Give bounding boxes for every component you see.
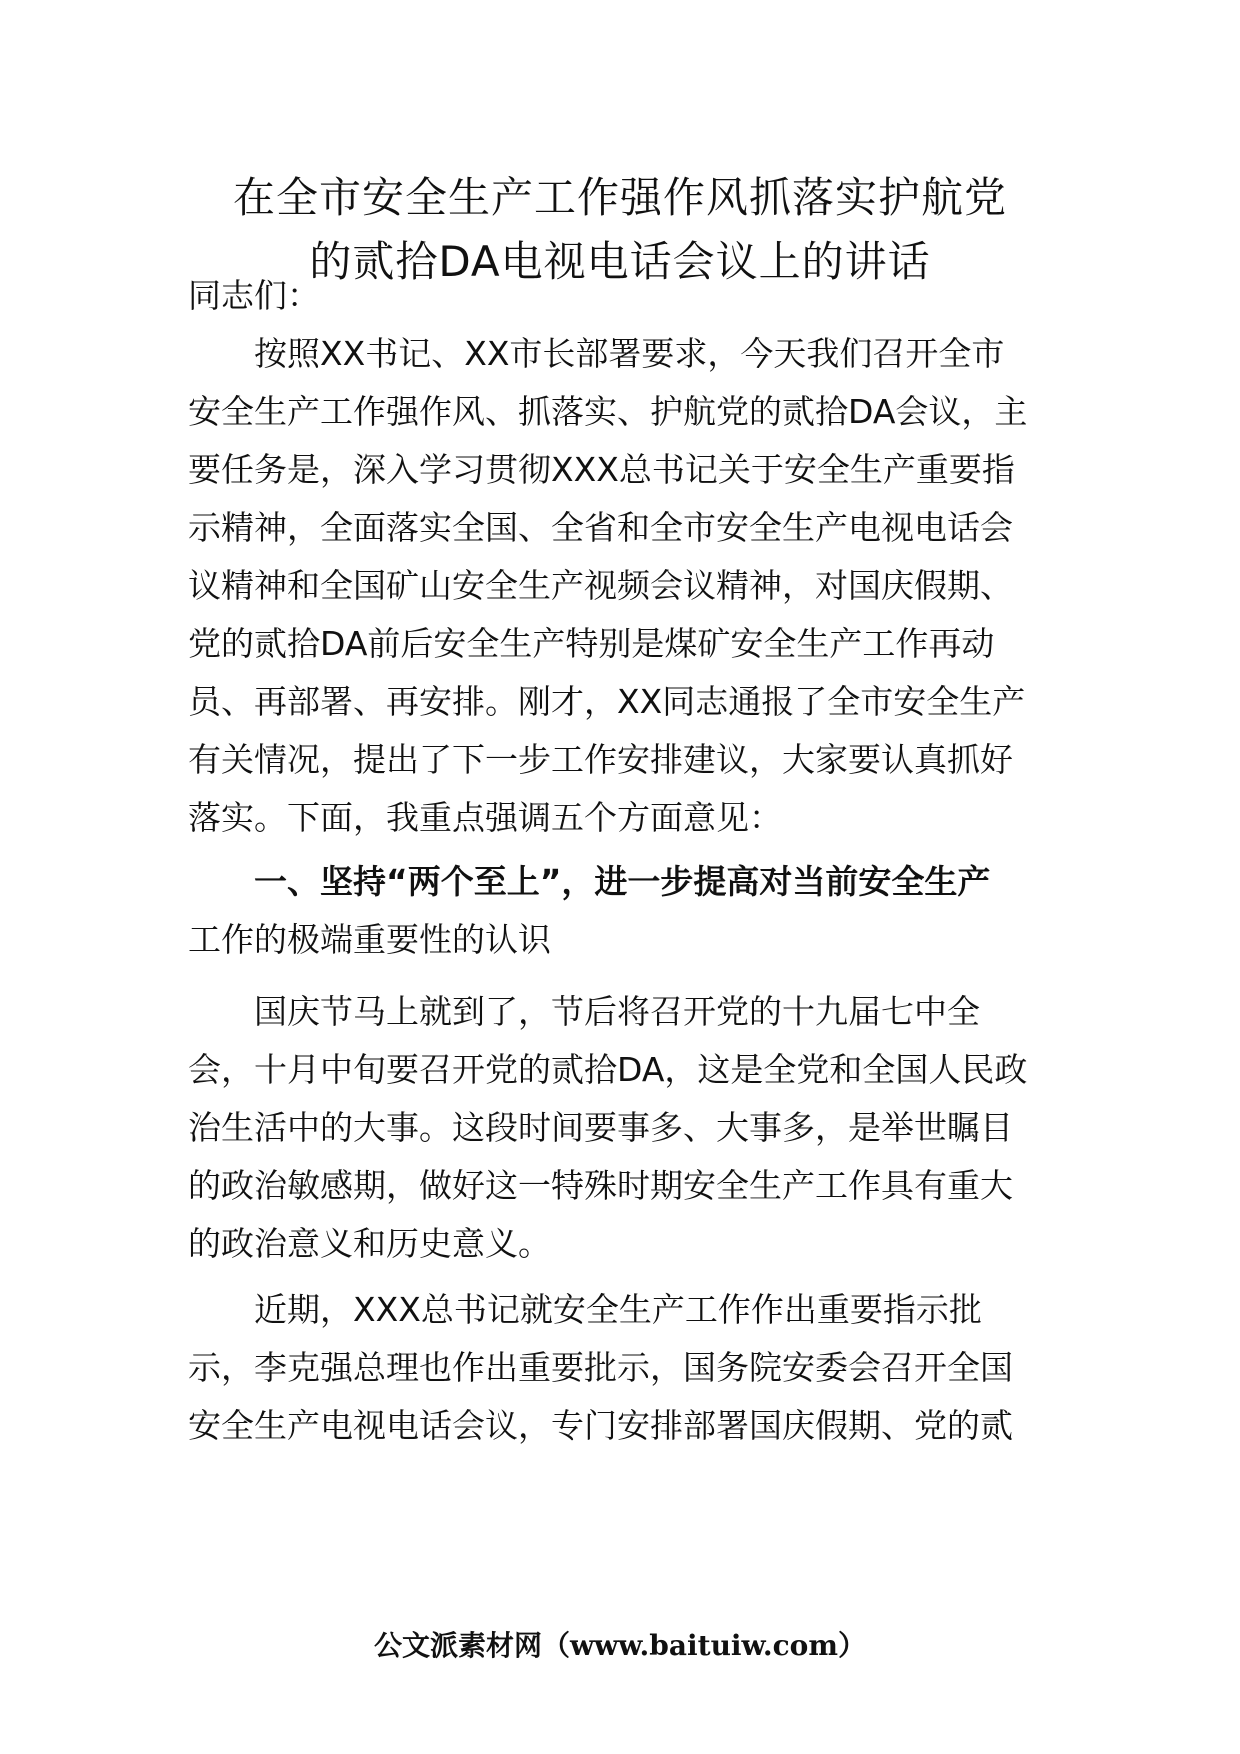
- body-line: 示精神，全面落实全国、全省和全市安全生产电视电话会: [188, 508, 1013, 547]
- section-heading-line-2: 工作的极端重要性的认识: [188, 920, 551, 959]
- body-line: 会，十月中旬要召开党的贰拾DA，这是全党和全国人民政: [188, 1050, 1028, 1089]
- body-line: 员、再部署、再安排。刚才，XX同志通报了全市安全生产: [188, 682, 1026, 721]
- body-line: 落实。下面，我重点强调五个方面意见：: [188, 798, 782, 837]
- footer-watermark: 公文派素材网（www.baituiw.com）: [374, 1629, 866, 1662]
- body-line: 议精神和全国矿山安全生产视频会议精神，对国庆假期、: [188, 566, 1013, 605]
- body-line: 的政治敏感期，做好这一特殊时期安全生产工作具有重大: [188, 1166, 1013, 1205]
- section-heading-line-1: 一、坚持“两个至上”，进一步提高对当前安全生产: [254, 862, 991, 901]
- body-line: 按照XX书记、XX市长部署要求，今天我们召开全市: [254, 334, 1005, 373]
- body-line: 要任务是，深入学习贯彻XXX总书记关于安全生产重要指: [188, 450, 1015, 489]
- body-line: 国庆节马上就到了，节后将召开党的十九届七中全: [254, 992, 980, 1031]
- body-line: 有关情况，提出了下一步工作安排建议，大家要认真抓好: [188, 740, 1013, 779]
- body-line: 近期，XXX总书记就安全生产工作作出重要指示批: [254, 1290, 982, 1329]
- body-line: 的政治意义和历史意义。: [188, 1224, 551, 1263]
- body-line: 示，李克强总理也作出重要批示，国务院安委会召开全国: [188, 1348, 1013, 1387]
- body-line: 党的贰拾DA前后安全生产特别是煤矿安全生产工作再动: [188, 624, 995, 663]
- salutation: 同志们：: [188, 276, 320, 315]
- body-line: 安全生产电视电话会议，专门安排部署国庆假期、党的贰: [188, 1406, 1013, 1445]
- document-title-line-2: 的贰拾DA电视电话会议上的讲话: [309, 237, 931, 286]
- document-title-line-1: 在全市安全生产工作强作风抓落实护航党: [232, 173, 1007, 222]
- body-line: 治生活中的大事。这段时间要事多、大事多，是举世瞩目: [188, 1108, 1013, 1147]
- body-line: 安全生产工作强作风、抓落实、护航党的贰拾DA会议，主: [188, 392, 1028, 431]
